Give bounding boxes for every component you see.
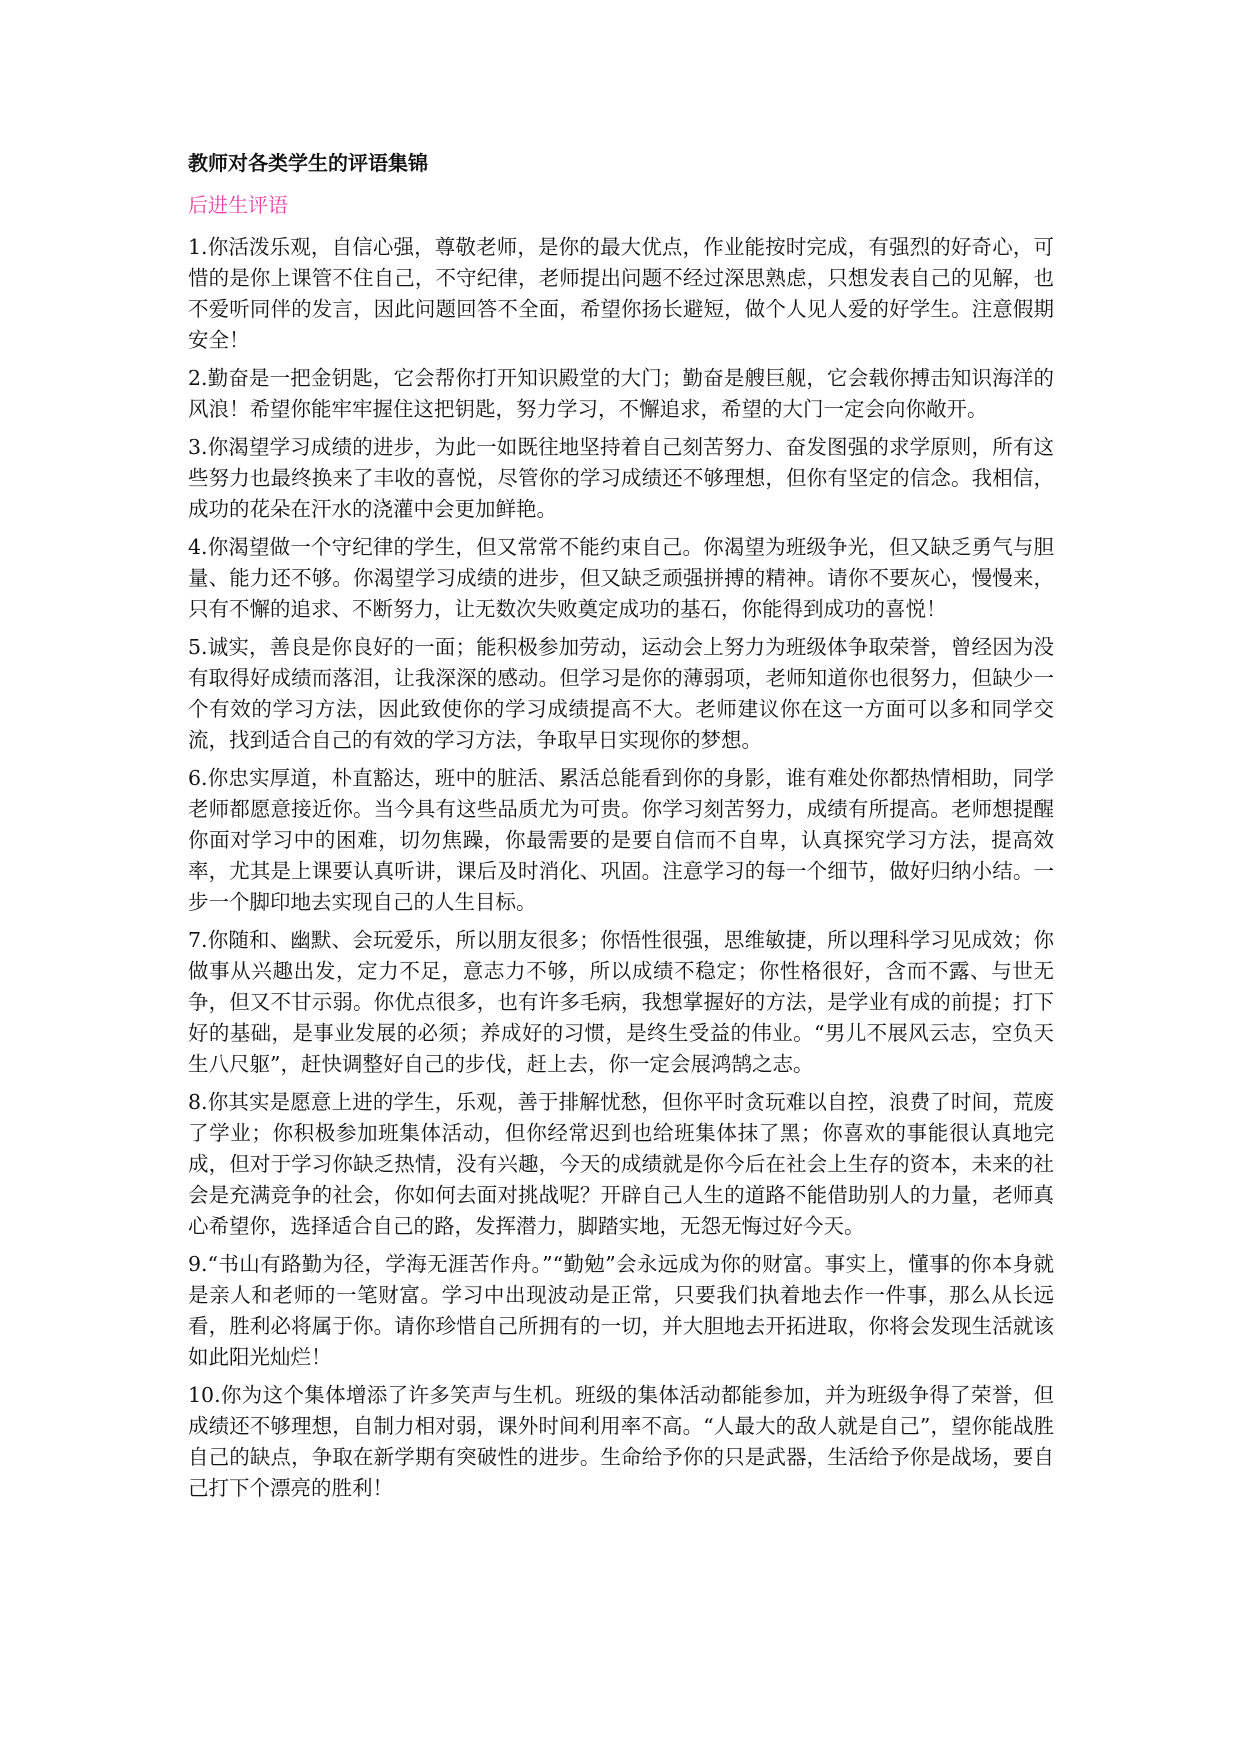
comment-paragraph-5: 5.诚实，善良是你良好的一面；能积极参加劳动，运动会上努力为班级体争取荣誉，曾经因为没有取得好成绩而落泪，让我深深的感动。但学习是你的薄弱项，老师知道你也很努力，但缺少一个有效的学习方法，因此致使你的学习成绩提高不大。老师建议你在这一方面可以多和同学交流，找到适合自己的有效的学习方法，争取早日实现你的梦想。 [188,635,1054,752]
comment-paragraph-4: 4.你渴望做一个守纪律的学生，但又常常不能约束自己。你渴望为班级争光，但又缺乏勇气与胆量、能力还不够。你渴望学习成绩的进步，但又缺乏顽强拼搏的精神。请你不要灰心，慢慢来，只有不懈的追求、不断努力，让无数次失败奠定成功的基石，你能得到成功的喜悦！ [188,535,1054,621]
document-title: 教师对各类学生的评语集锦 [188,151,428,175]
section-heading: 后进生评语 [188,193,288,217]
comment-paragraph-7: 7.你随和、幽默、会玩爱乐，所以朋友很多；你悟性很强，思维敏捷，所以理科学习见成效；你做事从兴趣出发，定力不足，意志力不够，所以成绩不稳定；你性格很好，含而不露、与世无争，但又不甘示弱。你优点很多，也有许多毛病，我想掌握好的方法，是学业有成的前提；打下好的基础，是事业发展的必须；养成好的习惯，是终生受益的伟业。“男儿不展风云志，空负天生八尺躯”，赶快调整好自己的步伐，赶上去，你一定会展鸿鹄之志。 [188,928,1054,1076]
document-page [188,148,1054,1511]
comment-paragraph-8: 8.你其实是愿意上进的学生，乐观，善于排解忧愁，但你平时贪玩难以自控，浪费了时间，荒废了学业；你积极参加班集体活动，但你经常迟到也给班集体抹了黑；你喜欢的事能很认真地完成，但对于学习你缺乏热情，没有兴趣，今天的成绩就是你今后在社会上生存的资本，未来的社会是充满竞争的社会，你如何去面对挑战呢？开辟自己人生的道路不能借助别人的力量，老师真心希望你，选择适合自己的路，发挥潜力，脚踏实地，无怨无悔过好今天。 [188,1090,1054,1238]
comment-paragraph-10: 10.你为这个集体增添了许多笑声与生机。班级的集体活动都能参加，并为班级争得了荣誉，但成绩还不够理想，自制力相对弱，课外时间利用率不高。“人最大的敌人就是自己”，望你能战胜自己的缺点，争取在新学期有突破性的进步。生命给予你的只是武器，生活给予你是战场，要自己打下个漂亮的胜利！ [188,1383,1054,1500]
comment-paragraph-3: 3.你渴望学习成绩的进步，为此一如既往地坚持着自己刻苦努力、奋发图强的求学原则，所有这些努力也最终换来了丰收的喜悦，尽管你的学习成绩还不够理想，但你有坚定的信念。我相信，成功的花朵在汗水的浇灌中会更加鲜艳。 [188,435,1054,521]
comment-paragraph-9: 9.“书山有路勤为径，学海无涯苦作舟。”“勤勉”会永远成为你的财富。事实上，懂事的你本身就是亲人和老师的一笔财富。学习中出现波动是正常，只要我们执着地去作一件事，那么从长远看，胜利必将属于你。请你珍惜自己所拥有的一切，并大胆地去开拓进取，你将会发现生活就该如此阳光灿烂！ [188,1252,1054,1369]
comment-paragraph-1: 1.你活泼乐观，自信心强，尊敬老师，是你的最大优点，作业能按时完成，有强烈的好奇心，可惜的是你上课管不住自己，不守纪律，老师提出问题不经过深思熟虑，只想发表自己的见解，也不爱听同伴的发言，因此问题回答不全面，希望你扬长避短，做个人见人爱的好学生。注意假期安全！ [188,235,1054,352]
comment-paragraph-2: 2.勤奋是一把金钥匙，它会帮你打开知识殿堂的大门；勤奋是艘巨舰，它会载你搏击知识海洋的风浪！希望你能牢牢握住这把钥匙，努力学习，不懈追求，希望的大门一定会向你敞开。 [188,366,1054,421]
comment-paragraph-6: 6.你忠实厚道，朴直豁达，班中的脏活、累活总能看到你的身影，谁有难处你都热情相助，同学老师都愿意接近你。当今具有这些品质尤为可贵。你学习刻苦努力，成绩有所提高。老师想提醒你面对学习中的困难，切勿焦躁，你最需要的是要自信而不自卑，认真探究学习方法，提高效率，尤其是上课要认真听讲，课后及时消化、巩固。注意学习的每一个细节，做好归纳小结。一步一个脚印地去实现自己的人生目标。 [188,766,1054,914]
